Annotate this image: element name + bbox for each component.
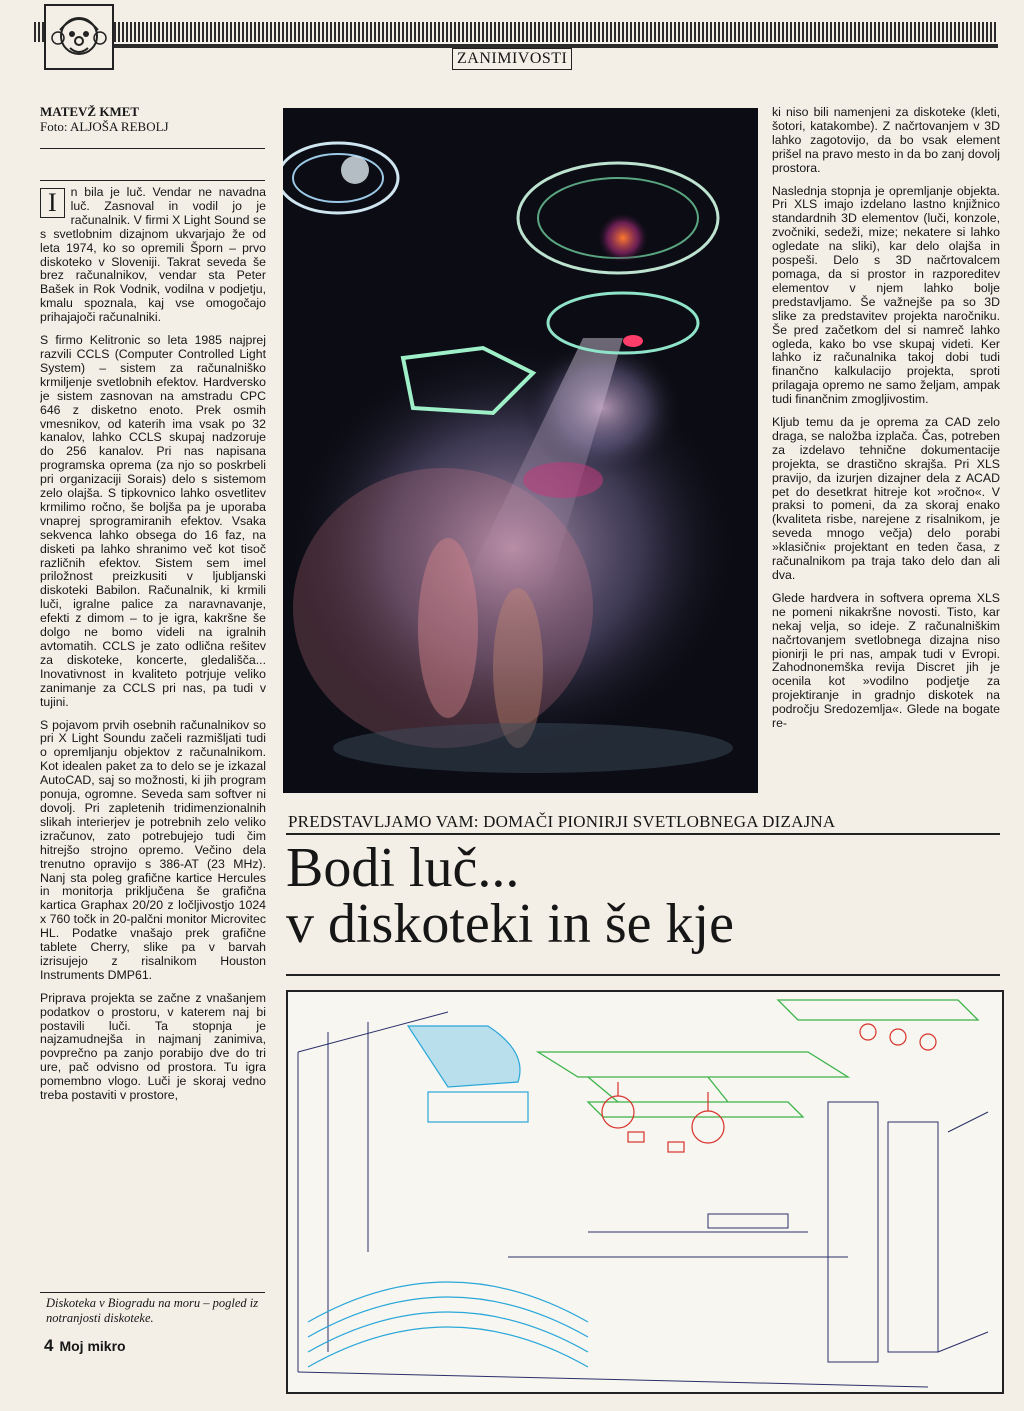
author: MATEVŽ KMET: [40, 104, 140, 119]
paragraph: I n bila je luč. Vendar ne navadna luč. Zasnoval in vodil jo je računalnik. V firmi X Light Sound se s svetlobnim dizajnom ukvarjajo že od leta 1974, ko so opremili Šporn – prvo diskoteko v Sloveniji. Takrat seveda še brez računalnikov, vendar sta Peter Bašek in Rok Vodnik, vodilna v podjetju, kmalu spoznala, kaj vse omogočajo prihajajoči računalniki.: [40, 186, 266, 325]
photo-credit: Foto: ALJOŠA REBOLJ: [40, 119, 169, 134]
byline-rule: [40, 148, 265, 149]
paragraph: Kljub temu da je oprema za CAD zelo draga, se naložba izplača. Čas, potreben za izdelavo tehnične dokumentacije projekta, se drastično skrajša. Pri XLS pravijo, da izurjen dizajner dela z ACAD pet do desetkrat hitreje kot »ročno«. V praksi to pomeni, da za skoraj enako (kvaliteta risbe, narejene z risalnikom, je seveda mnogo večja) delo porabi »klasični« projektant en teden časa, z računalnikom pa traja tako delo dan ali dva.: [772, 415, 1000, 582]
header-rule: [34, 22, 998, 42]
dropcap: I: [40, 188, 65, 218]
paragraph: Naslednja stopnja je opremljanje objekta. Pri XLS imajo izdelano lastno knjižnico standardnih 3D elementov (luči, konzole, zvočniki, sedeži, mize; nekatere si lahko ogledate na sliki), kar delo olajša in pospeši. Delo s 3D načrtovalcem pomaga, da si prostor in razporeditev elementov v njem lahko bolje predstavljamo. Še važnejše pa so 3D slike za predstavitev projekta naročniku. Še pred začetkom del si namreč lahko ogleda, kako bo vse skupaj videti. Ker lahko iz računalnika takoj dobi tudi finančno kalkulacijo projekta, sproti prilagaja opremo ne samo željam, ampak tudi finančnim zmogljivostim.: [772, 183, 1000, 407]
paragraph: S pojavom prvih osebnih računalnikov so pri X Light Soundu začeli razmišljati tudi o opremljanju objektov z računalnikom. Kot idealen paket za to delo se je izkazal AutoCAD, saj so možnosti, ki jih program ponuja, ogromne. Seveda sam softver ni dovolj. Pri zapletenih tridimenzionalnih slikah interierjev je potrebnih zelo veliko izračunov, zato potrebujejo tudi čim hitrejšo strojno opremo. Večino dela trenutno opravijo s 386-AT (23 MHz). Nanj sta poleg grafične kartice Hercules in monitorja priključena še grafična kartica Graphax 20/20 z ločljivostjo 1024 x 760 točk in 20-palčni monitor Microvitec HL. Podatke vnašajo prek grafične tablete Cherry, slike pa v barvah izrisujejo z risalnikom Houston Instruments DMP61.: [40, 717, 266, 982]
byline-rule-2: [40, 180, 265, 181]
right-column: [772, 106, 1000, 796]
clown-logo-icon: [44, 4, 114, 70]
paragraph: Glede hardvera in softvera oprema XLS ne pomeni nikakršne novosti. Tisto, kar nekaj velja, so ideje. Z računalniškim načrtovanjem svetlobnega dizajna niso pionirji le pri nas, ampak tudi v Evropi. Zahodnonemška revija Discret jih je ocenila kot »vodilno podjetje za projektiranje in gradnjo diskotek na področju Sredozemlja«. Glede na bogate re-: [772, 590, 1000, 731]
headline-line-2: v diskoteki in še kje: [286, 893, 734, 955]
headline-line-1: Bodi luč...: [286, 837, 520, 899]
photo-caption: Diskoteka v Biogradu na moru – pogled iz notranjosti diskoteke.: [46, 1296, 259, 1325]
left-column: [40, 186, 266, 1276]
paragraph: S firmo Kelitronic so leta 1985 najprej razvili CCLS (Computer Controlled Light System) – sistem za računalniško krmiljenje svetlobnih efektov. Hardversko je sistem zasnovan na amstradu CPC 646 z disketno enoto. Prek osmih vmesnikov, od katerih ima vsak po 32 kanalov, lahko CCLS skupaj nadzoruje do 256 kanalov. Pri nas napisana programska oprema (za njo so poskrbeli pri organizaciji Sorais) delo s sistemom zelo olajša. S tipkovnico lahko osvetlitev krmilimo ročno, še boljša pa je uporaba vnaprej sprogramiranih efektov. Vsaka sekvenca lahko obsega do 16 faz, na disketi pa lahko shranimo več kot tisoč različnih efektov. Sistem sem imel priložnost preizkusiti v ljubljanski diskoteki Babilon. Računalnik, ki krmili luči, igralne palice za naravnavanje, efekti z dimom – to je igra, kakršne še dolgo ne bomo videli na igralnih avtomatih. CCLS je zato odlična rešitev za diskoteke, koncerte, gledališča... Inovativnost in kvaliteto potrjuje veliko zanimanje za CCLS pri nas, pa tudi v tujini.: [40, 333, 266, 709]
page-number: 4: [44, 1336, 54, 1355]
caption-rule: [40, 1292, 265, 1293]
article-kicker: PREDSTAVLJAMO VAM: DOMAČI PIONIRJI SVETLOBNEGA DIZAJNA: [288, 812, 836, 831]
disco-photo: [283, 108, 758, 793]
article-headline: [286, 837, 998, 955]
paragraph: ki niso bili namenjeni za diskoteke (kleti, šotori, katakombe). Z načrtovanjem v 3D lahko zagotovijo, da bo vsak element prišel na pravo mesto in da bo zanj dovolj prostora.: [772, 106, 1000, 175]
paragraph: Priprava projekta se začne z vnašanjem podatkov o prostoru, v katerem naj bi postavili luči. Ta stopnja je najzamudnejša in najmanj zanimiva, povprečno pa zanjo porabijo dve do tri ure, pač odvisno od prostora. Tu igra pomembno vlogo. Luči je skoraj vedno treba postaviti v prostore,: [40, 990, 266, 1103]
magazine-name: Moj mikro: [59, 1338, 126, 1354]
page-footer: [44, 1336, 132, 1356]
cad-drawing: [286, 990, 1004, 1394]
headline-rule: [286, 974, 1000, 976]
byline: [40, 104, 265, 134]
kicker-rule: [286, 833, 1000, 835]
section-label: ZANIMIVOSTI: [452, 48, 572, 70]
